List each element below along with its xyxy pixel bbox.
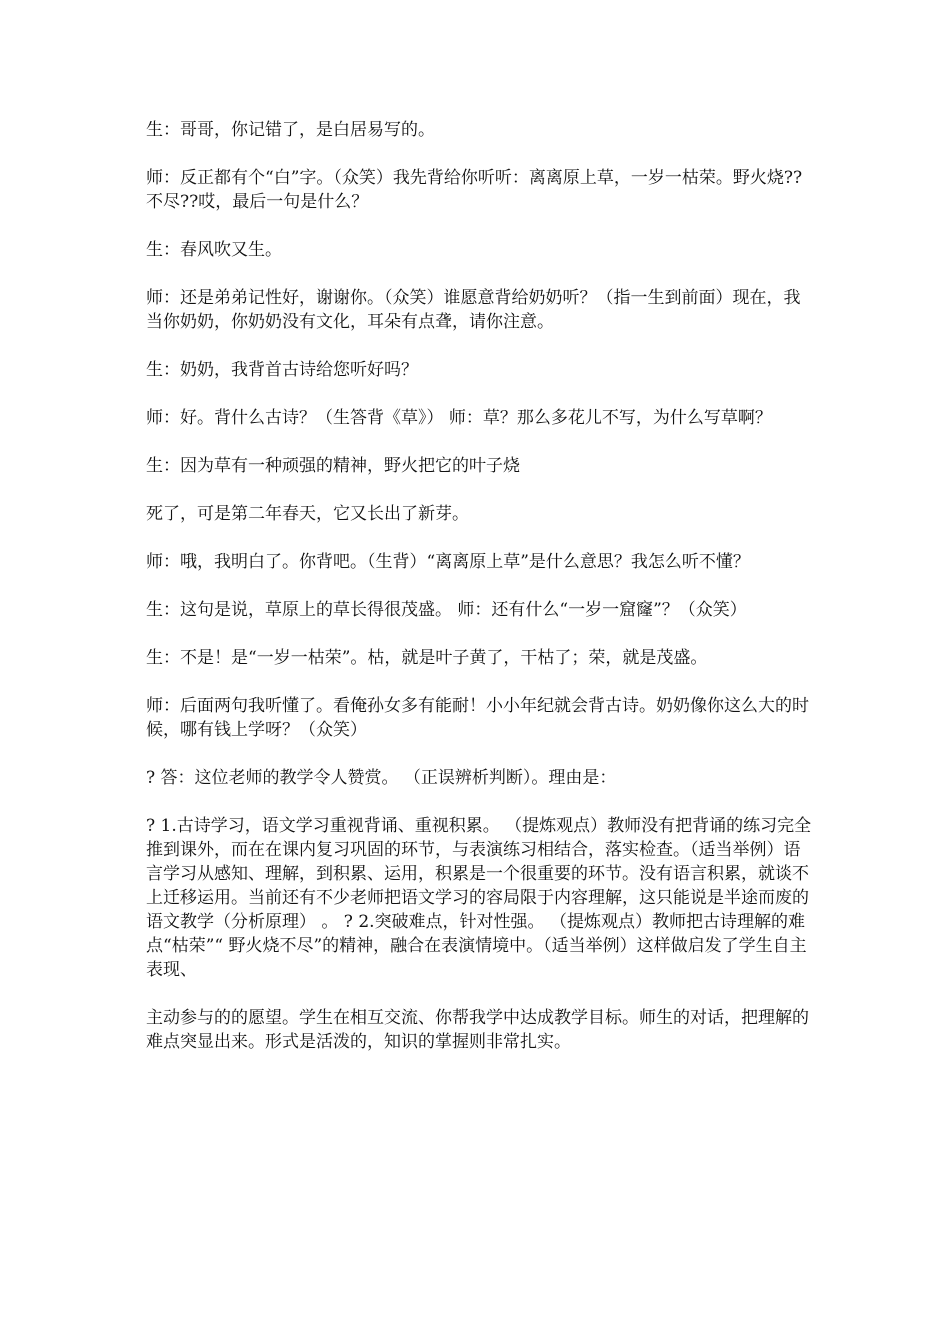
dialogue-paragraph-8: 死了，可是第二年春天，它又长出了新芽。: [146, 504, 469, 524]
dialogue-paragraph-1: 生：哥哥，你记错了，是白居易写的。: [146, 120, 435, 140]
dialogue-paragraph-12: 师：后面两句我听懂了。看俺孙女多有能耐！小小年纪就会背古诗。奶奶像你这么大的时候，哪有钱上学呀？（众笑）: [146, 696, 809, 740]
dialogue-paragraph-3: 生：春风吹又生。: [146, 240, 282, 260]
document-body: [146, 118, 814, 1078]
answer-intro: ? 答：这位老师的教学令人赞赏。 （正误辨析判断）。理由是：: [146, 768, 617, 788]
answer-reasons: ? 1.古诗学习，语文学习重视背诵、重视积累。 （提炼观点）教师没有把背诵的练习完全推到课外，而在在课内复习巩固的环节，与表演练习相结合，落实检查。（适当举例）语言学习从感知、理解，到积累、运用，积累是一个很重要的环节。没有语言积累，就谈不上迁移运用。当前还有不少老师把语文学习的容局限于内容理解，这只能说是半途而废的语文教学（分析原理） 。 ? 2.突破难点，针对性强。 （提炼观点）教师把古诗理解的难点“枯荣”“ 野火烧不尽”的精神，融合在表演情境中。（适当举例）这样做启发了学生自主表现、: [146, 816, 812, 980]
dialogue-paragraph-10: 生：这句是说，草原上的草长得很茂盛。 师：还有什么“一岁一窟窿”？（众笑）: [146, 600, 747, 620]
dialogue-paragraph-9: 师：哦，我明白了。你背吧。（生背）“离离原上草”是什么意思？我怎么听不懂？: [146, 552, 750, 572]
dialogue-paragraph-4: 师：还是弟弟记性好，谢谢你。（众笑）谁愿意背给奶奶听？（指一生到前面）现在，我当你奶奶，你奶奶没有文化，耳朵有点聋，请你注意。: [146, 288, 801, 332]
dialogue-paragraph-11: 生：不是！是“一岁一枯荣”。枯，就是叶子黄了，干枯了；荣，就是茂盛。: [146, 648, 708, 668]
dialogue-paragraph-5: 生：奶奶，我背首古诗给您听好吗？: [146, 360, 418, 380]
dialogue-paragraph-6: 师：好。背什么古诗？（生答背《草》） 师：草？那么多花儿不写，为什么写草啊？: [146, 408, 772, 428]
dialogue-paragraph-7: 生：因为草有一种顽强的精神，野火把它的叶子烧: [146, 456, 520, 476]
dialogue-paragraph-2: 师：反正都有个“白”字。（众笑）我先背给你听听：离离原上草，一岁一枯荣。野火烧??不尽??哎，最后一句是什么？: [146, 168, 803, 212]
answer-conclusion: 主动参与的的愿望。学生在相互交流、你帮我学中达成教学目标。师生的对话，把理解的难点突显出来。形式是活泼的，知识的掌握则非常扎实。: [146, 1008, 809, 1052]
